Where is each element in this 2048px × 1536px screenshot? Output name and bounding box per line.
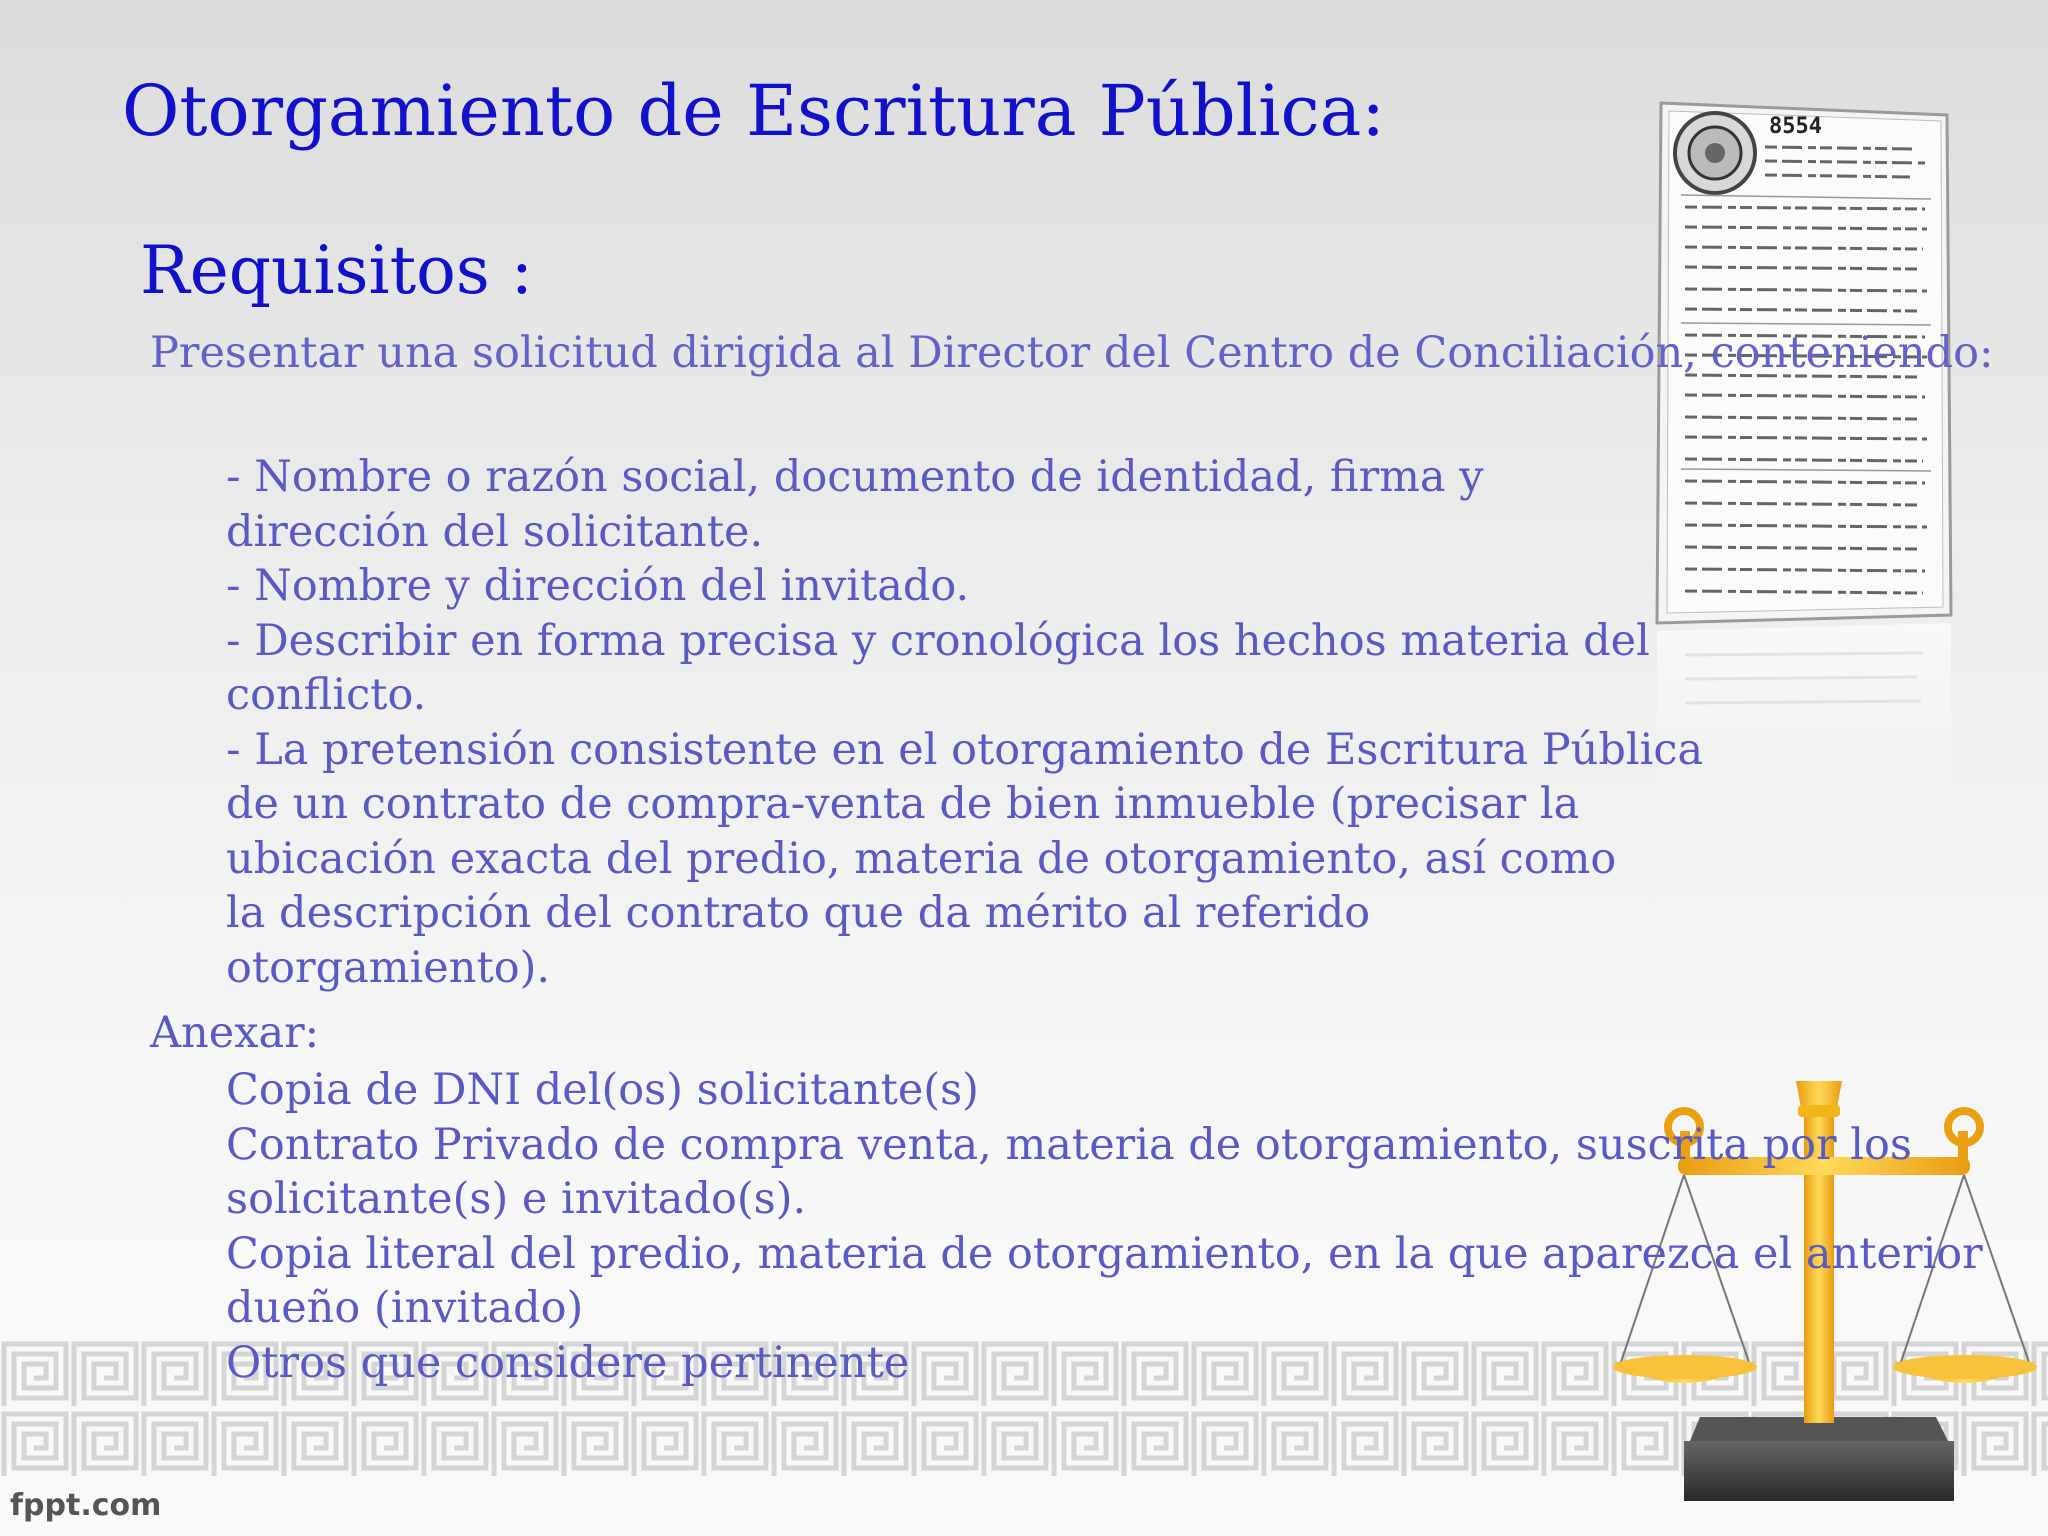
requirement-line: - Nombre y dirección del invitado. [226, 561, 970, 611]
requirement-line: otorgamiento). [226, 942, 551, 993]
document-number: 8554 [1769, 114, 1822, 139]
annex-item: Otros que considere pertinente [226, 1337, 910, 1388]
requirement-line: conflicto. [226, 670, 427, 720]
section-heading: Requisitos : [140, 232, 533, 309]
requirements-list [226, 450, 1703, 995]
slide-title: Otorgamiento de Escritura Pública: [122, 70, 1385, 152]
intro-text: Presentar una solicitud dirigida al Director del Centro de Conciliación, conteniendo: [150, 328, 1994, 378]
annex-item: Copia de DNI del(os) solicitante(s) [226, 1065, 979, 1115]
annex-heading: Anexar: [150, 1008, 320, 1058]
requirement-line: - La pretensión consistente en el otorgamiento de Escritura Pública [226, 724, 1704, 775]
requirement-line: la descripción del contrato que da mérito al referido [226, 888, 1371, 938]
annex-item: dueño (invitado) [226, 1283, 584, 1333]
annex-item: Copia literal del predio, materia de otorgamiento, en la que aparezca el anterior [226, 1228, 1983, 1279]
annex-item: solicitante(s) e invitado(s). [226, 1174, 807, 1224]
requirement-line: dirección del solicitante. [226, 506, 764, 557]
annex-item: Contrato Privado de compra venta, materia de otorgamiento, suscrita por los [226, 1119, 1912, 1170]
watermark-logo: fppt.com [10, 1488, 162, 1523]
requirement-line: ubicación exacta del predio, materia de otorgamiento, así como [226, 833, 1617, 884]
requirement-line: de un contrato de compra-venta de bien inmueble (precisar la [226, 779, 1580, 829]
requirement-line: - Nombre o razón social, documento de identidad, firma y [226, 452, 1484, 502]
annex-list [226, 1063, 1983, 1390]
requirement-line: - Describir en forma precisa y cronológica los hechos materia del [226, 615, 1650, 666]
